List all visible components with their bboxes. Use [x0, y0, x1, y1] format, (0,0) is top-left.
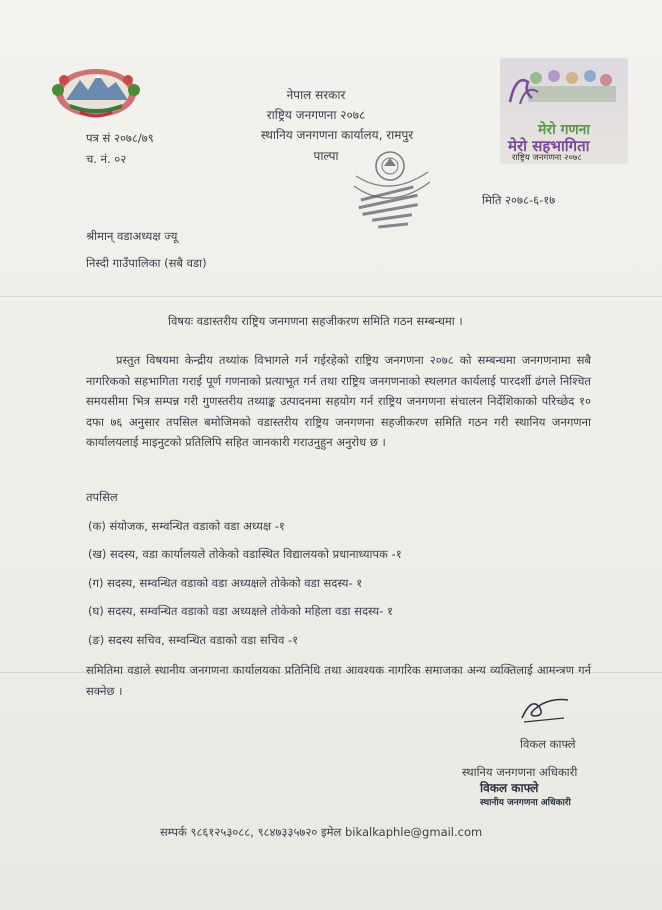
logo-line-1: मेरो गणना	[538, 122, 590, 138]
list-item: (क) संयोजक, सम्वन्धित वडाको वडा अध्यक्ष -१	[88, 519, 285, 533]
people-illustration-icon	[506, 64, 622, 108]
signature-stamp-designation: स्थानीय जनगणना अधिकारी	[480, 798, 571, 808]
letterhead-line-2: राष्ट्रिय जनगणना २०७८	[266, 108, 366, 122]
tapasil-heading: तपसिल	[86, 490, 118, 504]
list-item: (ङ) सदस्य सचिव, सम्वन्धित वडाको वडा सचिव -१	[88, 633, 299, 647]
list-item: (ग) सदस्य, सम्वन्धित वडाको वडा अध्यक्षले तोकेको वडा सदस्य- १	[88, 576, 363, 590]
patra-sankhya: पत्र सं २०७८/७९	[86, 131, 154, 145]
letter-subject: विषयः वडास्तरीय राष्ट्रिय जनगणना सहजीकरण समिति गठन सम्बन्धमा ।	[168, 314, 463, 328]
census-campaign-logo	[500, 58, 628, 164]
recipient-office: निस्दी गाउँपालिका (सबै वडा)	[86, 256, 207, 270]
nepal-emblem-icon	[50, 60, 142, 122]
recipient-title: श्रीमान् वडाअध्यक्ष ज्यू	[86, 229, 178, 243]
letterhead-line-1: नेपाल सरकार	[286, 88, 346, 102]
letterhead-line-3: स्थानिय जनगणना कार्यालय, रामपुर	[260, 128, 414, 142]
closing-paragraph: समितिमा वडाले स्थानीय जनगणना कार्यालयका प्रतिनिधि तथा आवश्यक नागरिक समाजका अन्य व्यक्तिलाई आमन्त्रण गर्न सक्नेछ ।	[86, 663, 591, 698]
list-item: (ख) सदस्य, वडा कार्यालयले तोकेको वडास्थित विद्यालयको प्रधानाध्यापक -१	[88, 547, 402, 561]
logo-line-2: मेरो सहभागिता	[508, 137, 590, 155]
footer-contact: सम्पर्क ९८६१२५३०८८, ९८४७३३५७२० इमेल bikalkaphle@gmail.com	[160, 825, 483, 839]
body-paragraph: प्रस्तुत विषयमा केन्द्रीय तथ्यांक विभागले गर्न गईरहेको राष्ट्रिय जनगणना २०७८ को सम्बन्धमा जनगणनामा सबै नागरिकको सहभागिता गराई पूर्ण गणनाको प्रत्याभूत गर्न तथा राष्ट्रिय जनगणनाको स्थलगत कार्यलाई पारदर्शी ढंगले निश्चित समयसीमा भित्र सम्पन्न गरी गुणस्तरीय तथ्याङ्क उत्पादनमा सहयोग गर्न राष्ट्रिय जनगणना संचालन निर्देशिकाको परिच्छेद १० दफा ७६ अनुसार तपसिल बमोजिमको वडास्तरीय राष्ट्रिय जनगणना सहजीकरण समिति गठन गरी स्थानिय जनगणना कार्यालयलाई माइनुटको प्रतिलिपि सहित जानकारी गराउनुहुन अनुरोध छ ।	[86, 353, 591, 449]
list-item: (घ) सदस्य, सम्वन्धित वडाको वडा अध्यक्षले तोकेको महिला वडा सदस्य- १	[88, 604, 393, 618]
paper-fold-line	[0, 296, 662, 297]
signer-name: विकल काफ्ले	[520, 737, 576, 751]
logo-line-3: राष्ट्रिय जनगणना २०७८	[512, 153, 582, 163]
letter-date: मिति २०७८-६-१७	[482, 193, 556, 207]
signer-designation: स्थानिय जनगणना अधिकारी	[462, 765, 578, 779]
signature-stamp-name: विकल काफ्ले	[480, 781, 539, 795]
letterhead-line-4: पाल्पा	[313, 149, 339, 163]
handwritten-signature	[514, 692, 574, 726]
official-seal-stamp	[350, 142, 434, 238]
chalani-number: च. नं. ०२	[86, 152, 127, 166]
